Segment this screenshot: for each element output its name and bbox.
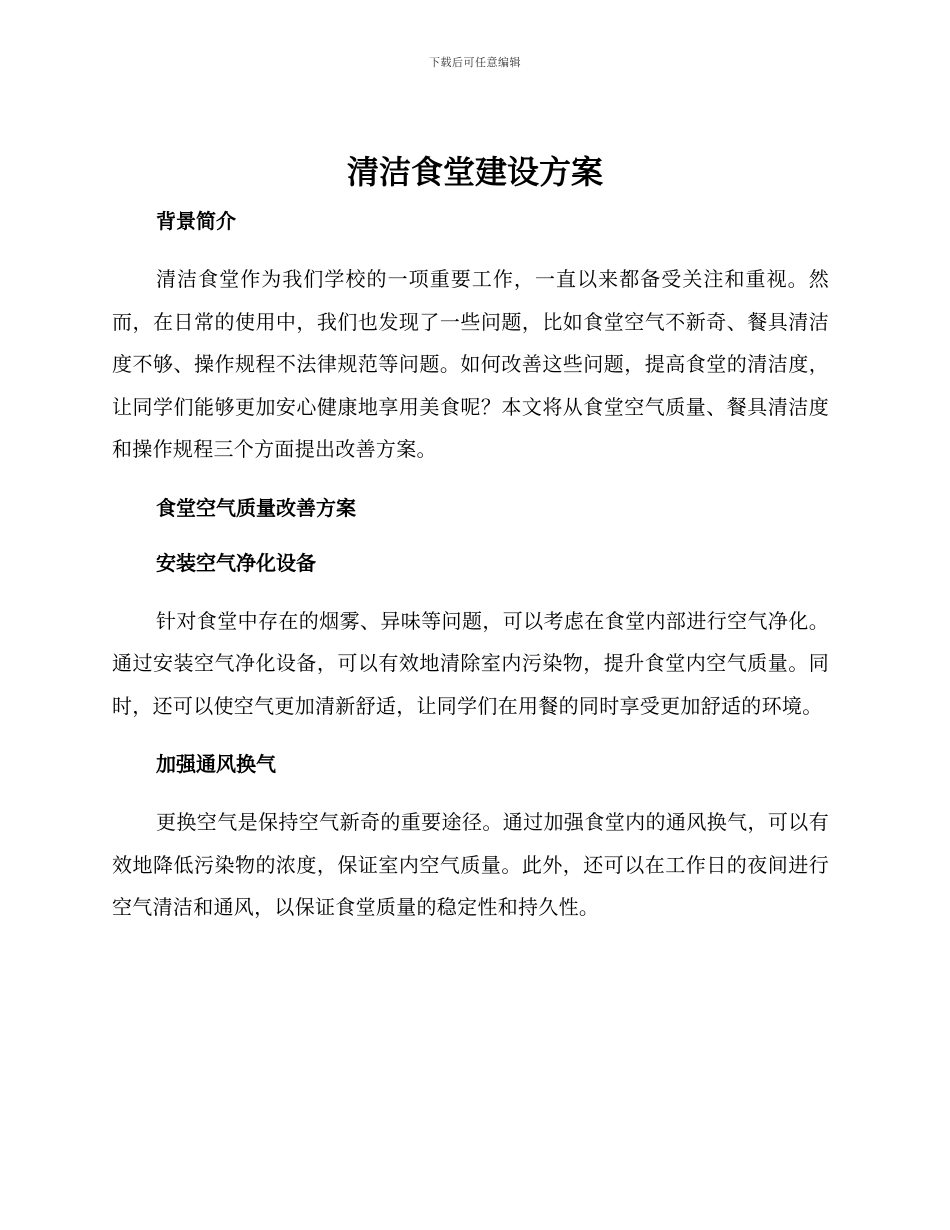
section-heading-background: 背景简介	[156, 209, 236, 233]
section-heading-air-purifier: 安装空气净化设备	[156, 550, 316, 575]
paragraph-air-purifier: 针对食堂中存在的烟雾、异味等问题，可以考虑在食堂内部进行空气净化。通过安装空气净化设备，可以有效地清除室内污染物，提升食堂内空气质量。同时，还可以使空气更加清新舒适，让同学们在用餐的同时享受更加舒适的环境。	[112, 608, 829, 718]
section-heading-air-quality: 食堂空气质量改善方案	[156, 495, 356, 520]
paragraph-background: 清洁食堂作为我们学校的一项重要工作，一直以来都备受关注和重视。然而，在日常的使用中，我们也发现了一些问题，比如食堂空气不新奇、餐具清洁度不够、操作规程不法律规范等问题。如何改善这些问题，提高食堂的清洁度，让同学们能够更加安心健康地享用美食呢？本文将从食堂空气质量、餐具清洁度和操作规程三个方面提出改善方案。	[112, 267, 829, 461]
paragraph-ventilation: 更换空气是保持空气新奇的重要途径。通过加强食堂内的通风换气，可以有效地降低污染物的浓度，保证室内空气质量。此外，还可以在工作日的夜间进行空气清洁和通风，以保证食堂质量的稳定性和持久性。	[112, 810, 829, 919]
page-header-note: 下载后可任意编辑	[429, 56, 521, 69]
document-title: 清洁食堂建设方案	[346, 153, 603, 191]
section-heading-ventilation: 加强通风换气	[156, 752, 276, 776]
document-body	[112, 202, 829, 929]
